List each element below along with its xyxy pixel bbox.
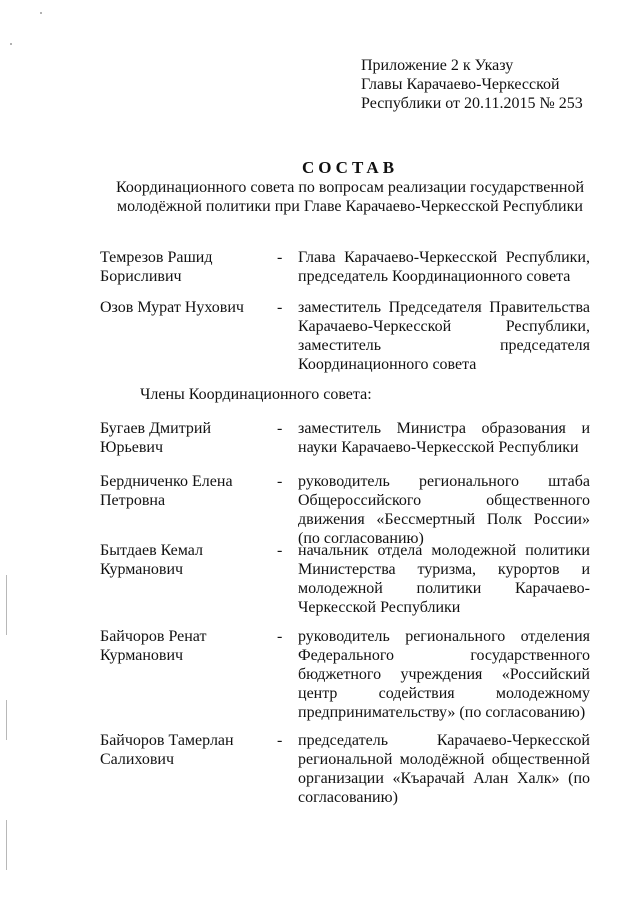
approval-block bbox=[361, 56, 621, 113]
member-role: заместитель Министра образования и науки Карачаево-Черкесской Республики bbox=[298, 420, 590, 456]
member-name: Темрезов Рашид Борисливич bbox=[100, 249, 213, 285]
member-role: руководитель регионального отделения Федерального государственного бюджетного учреждения «Российский центр содействия молодежному предпринимательству» (по согласованию) bbox=[298, 628, 590, 721]
scan-speck bbox=[10, 43, 12, 45]
member-name: Бугаев Дмитрий Юрьевич bbox=[100, 420, 212, 456]
entry-dash: - bbox=[277, 473, 283, 490]
member-name: Озов Мурат Нухович bbox=[100, 299, 244, 316]
entry-dash: - bbox=[277, 299, 283, 316]
member-role: начальник отдела молодежной политики Министерства туризма, курортов и молодежной политики Карачаево-Черкесской Республики bbox=[298, 542, 590, 616]
member-name: Бытдаев Кемал Курманович bbox=[100, 542, 204, 578]
member-name: Бердниченко Елена Петровна bbox=[100, 473, 233, 509]
approval-line: Приложение 2 к Указу bbox=[361, 57, 514, 74]
scan-speck bbox=[40, 12, 42, 14]
member-role: председатель Карачаево-Черкесской региональной молодёжной общественной организации «Къарачай Алан Халк» (по согласованию) bbox=[298, 732, 590, 806]
entry-dash: - bbox=[277, 249, 283, 266]
scan-margin-mark bbox=[6, 700, 7, 740]
scan-margin-mark bbox=[6, 575, 7, 635]
scan-margin-mark bbox=[6, 820, 7, 870]
entry-dash: - bbox=[277, 420, 283, 437]
member-name: Байчоров Ренат Курманович bbox=[100, 628, 207, 664]
entry-dash: - bbox=[277, 628, 283, 645]
approval-line: Республики от 20.11.2015 № 253 bbox=[361, 95, 583, 112]
member-role: Глава Карачаево-Черкесской Республики, председатель Координационного совета bbox=[298, 249, 590, 285]
document-subtitle-line: молодёжной политики при Главе Карачаево-Черкесской Республики bbox=[117, 198, 583, 215]
entry-dash: - bbox=[277, 542, 283, 559]
document-subtitle-line: Координационного совета по вопросам реализации государственной bbox=[115, 179, 585, 196]
document-heading bbox=[60, 157, 640, 216]
entry-dash: - bbox=[277, 732, 283, 749]
document-title: СОСТАВ bbox=[301, 158, 399, 177]
approval-line: Главы Карачаево-Черкесской bbox=[361, 76, 560, 93]
member-name: Байчоров Тамерлан Салихович bbox=[100, 732, 234, 768]
member-role: заместитель Председателя Правительства Карачаево-Черкесской Республики, заместитель председателя Координационного совета bbox=[298, 299, 590, 373]
member-role: руководитель регионального штаба Общероссийского общественного движения «Бессмертный Полк России» (по согласованию) bbox=[298, 473, 590, 547]
members-section-label: Члены Координационного совета: bbox=[140, 386, 372, 403]
